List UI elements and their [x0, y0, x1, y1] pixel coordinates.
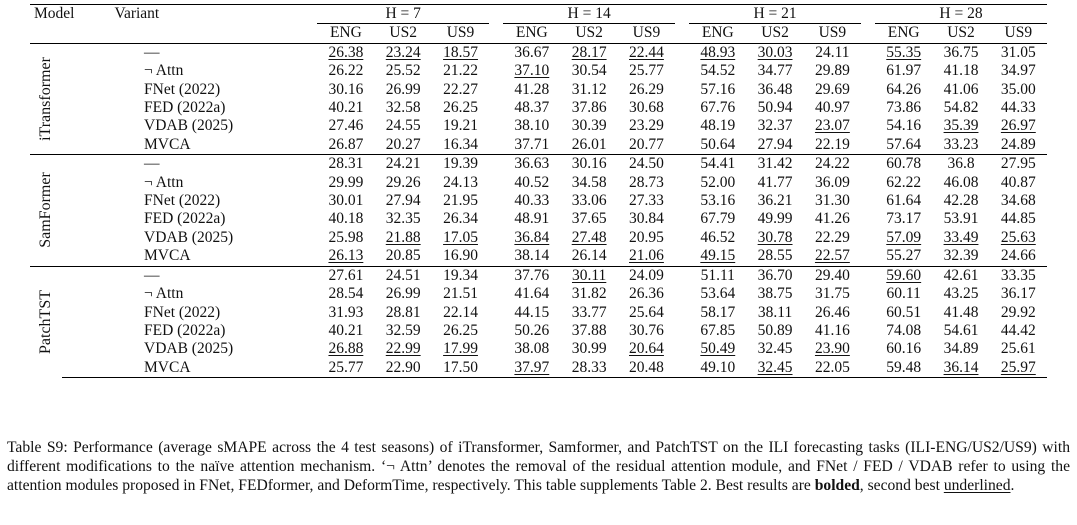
table-cell: 53.91: [943, 210, 979, 228]
table-cell: 64.26: [886, 80, 922, 98]
table-cell: 36.48: [757, 80, 793, 98]
table-cell: 26.22: [328, 62, 364, 80]
table-cell: 32.35: [385, 210, 421, 228]
table-cell: 29.89: [814, 62, 850, 80]
model-name-cell: [30, 266, 62, 377]
table-cell: 35.39: [943, 117, 979, 135]
table-cell: 22.29: [814, 228, 850, 246]
table-cell: 30.39: [571, 117, 607, 135]
header-h7: H = 7: [317, 5, 489, 24]
model-name: SamFormer: [36, 172, 54, 249]
table-cell: 22.99: [385, 340, 421, 358]
table-cell: 17.50: [432, 359, 489, 378]
table-row: [30, 266, 1047, 285]
variant-name: MVCA: [144, 247, 191, 265]
table-row: [30, 247, 1047, 266]
table-cell: 51.11: [689, 266, 746, 285]
table-cell: 44.15: [514, 303, 550, 321]
table-cell: 24.55: [385, 117, 421, 135]
table-cell: 48.93: [689, 43, 746, 62]
table-cell: 50.89: [757, 321, 793, 339]
table-cell: 60.78: [875, 155, 932, 174]
table-cell: 27.95: [990, 155, 1047, 174]
model-name: PatchTST: [36, 290, 54, 355]
header-model-variant-cell: [30, 5, 317, 44]
table-cell: 40.21: [328, 99, 364, 117]
table-cell: 34.77: [757, 62, 793, 80]
table-cell: 31.30: [814, 192, 850, 210]
table-cell: 21.22: [443, 62, 478, 80]
table-cell: 32.59: [385, 321, 421, 339]
table-row: [30, 117, 1047, 135]
table-cell: 25.63: [1000, 228, 1036, 246]
caption-underline-word: underlined: [943, 477, 1011, 495]
table-row: [30, 136, 1047, 155]
table-cell: 52.00: [700, 173, 736, 191]
variant-name: FNet (2022): [144, 192, 221, 210]
table-cell: 46.52: [700, 228, 736, 246]
table-cell: 41.26: [814, 210, 850, 228]
table-cell: 33.77: [571, 303, 607, 321]
table-cell: 25.52: [385, 62, 421, 80]
caption-text-between: , second best: [859, 477, 944, 495]
header-col-eng: ENG: [329, 24, 362, 42]
table-cell: 37.88: [571, 321, 607, 339]
table-cell: 19.21: [443, 117, 478, 135]
table-cell: 34.89: [943, 340, 979, 358]
table-cell: 24.89: [1000, 135, 1036, 153]
table-cell: 49.10: [689, 359, 746, 378]
table-cell: 17.05: [443, 228, 478, 246]
table-row: [30, 155, 1047, 174]
table-cell: 31.12: [571, 80, 607, 98]
table-row: [30, 81, 1047, 99]
variant-name: —: [62, 155, 317, 174]
table-cell: 28.17: [560, 43, 617, 62]
table-cell: 73.86: [886, 99, 922, 117]
table-cell: 28.81: [385, 303, 421, 321]
table-cell: 27.94: [757, 135, 793, 153]
table-cell: 31.82: [571, 285, 607, 303]
table-cell: 38.14: [514, 247, 550, 265]
variant-name: ¬ Attn: [144, 62, 184, 80]
table-cell: 30.84: [629, 210, 664, 228]
caption-label: Table S9:: [7, 439, 68, 456]
table-cell: 26.01: [571, 135, 607, 153]
table-cell: 26.34: [443, 210, 478, 228]
table-cell: 36.17: [1000, 285, 1036, 303]
table-cell: 26.88: [328, 340, 364, 358]
table-cell: 30.99: [571, 340, 607, 358]
table-cell: 36.63: [503, 155, 560, 174]
table-cell: 41.06: [943, 80, 979, 98]
header-col-us9: US9: [632, 24, 661, 42]
variant-name: ¬ Attn: [144, 285, 184, 303]
table-cell: 54.82: [943, 99, 979, 117]
table-cell: 37.71: [514, 135, 550, 153]
table-cell: 37.76: [503, 266, 560, 285]
table-cell: 36.8: [932, 155, 989, 174]
variant-name: ¬ Attn: [144, 173, 184, 191]
table-cell: 22.14: [443, 303, 478, 321]
table-cell: 38.11: [757, 303, 793, 321]
table-cell: 67.79: [700, 210, 736, 228]
table-cell: 21.06: [629, 247, 664, 265]
table-cell: 29.26: [385, 173, 421, 191]
table-cell: 34.68: [1000, 192, 1036, 210]
table-cell: 24.13: [443, 173, 478, 191]
table-cell: 32.45: [746, 359, 803, 378]
table-cell: 16.34: [443, 135, 478, 153]
variant-name: FED (2022a): [144, 321, 226, 339]
table-cell: 37.65: [571, 210, 607, 228]
table-cell: 54.16: [886, 117, 922, 135]
table-cell: 22.90: [375, 359, 432, 378]
table-cell: 60.11: [886, 285, 921, 303]
table-cell: 44.33: [1000, 99, 1036, 117]
table-row: [30, 174, 1047, 192]
table-cell: 28.54: [328, 285, 364, 303]
table-cell: 30.01: [328, 192, 364, 210]
table-cell: 27.33: [629, 192, 664, 210]
table-cell: 36.70: [746, 266, 803, 285]
table-cell: 61.97: [886, 62, 922, 80]
table-cell: 31.75: [814, 285, 850, 303]
table-row: [30, 322, 1047, 340]
table-cell: 60.51: [886, 303, 922, 321]
table-cell: 50.26: [514, 321, 550, 339]
table-cell: 37.10: [514, 62, 550, 80]
variant-name: VDAB (2025): [144, 228, 234, 246]
table-cell: 27.46: [328, 117, 364, 135]
table-cell: 21.95: [443, 192, 478, 210]
variant-name: MVCA: [62, 359, 317, 378]
table-cell: 22.05: [804, 359, 861, 378]
table-cell: 27.61: [317, 266, 374, 285]
header-h28: H = 28: [875, 5, 1047, 24]
table-cell: 26.13: [328, 247, 364, 265]
table-cell: 57.09: [886, 228, 922, 246]
table-cell: 20.48: [618, 359, 675, 378]
table-cell: 22.27: [443, 80, 478, 98]
table-cell: 50.49: [700, 340, 736, 358]
results-table: [30, 4, 1047, 378]
table-cell: 30.68: [629, 99, 664, 117]
table-cell: 34.58: [571, 173, 607, 191]
table-cell: 73.17: [886, 210, 922, 228]
variant-name: VDAB (2025): [144, 340, 234, 358]
model-name-cell: [30, 43, 62, 154]
table-cell: 42.28: [943, 192, 979, 210]
table-cell: 20.85: [385, 247, 421, 265]
table-cell: 36.21: [757, 192, 793, 210]
table-cell: 28.31: [317, 155, 374, 174]
table-cell: 34.97: [1000, 62, 1036, 80]
table-cell: 24.09: [618, 266, 675, 285]
table-cell: 32.39: [943, 247, 979, 265]
table-cell: 32.58: [385, 99, 421, 117]
table-cell: 17.99: [443, 340, 478, 358]
table-cell: 40.97: [814, 99, 850, 117]
table-row: [30, 43, 1047, 62]
table-cell: 18.57: [432, 43, 489, 62]
header-col-us2: US2: [389, 24, 417, 42]
variant-name: MVCA: [144, 135, 191, 153]
variant-name: FNet (2022): [144, 80, 221, 98]
table-cell: 57.16: [700, 80, 736, 98]
table-cell: 20.64: [629, 340, 664, 358]
table-cell: 26.38: [317, 43, 374, 62]
table-cell: 41.18: [943, 62, 979, 80]
table-cell: 26.87: [328, 135, 364, 153]
table-cell: 33.35: [990, 266, 1047, 285]
table-cell: 36.67: [503, 43, 560, 62]
table-cell: 40.33: [514, 192, 550, 210]
table-cell: 49.15: [700, 247, 736, 265]
table-cell: 28.33: [560, 359, 617, 378]
table-cell: 41.48: [943, 303, 979, 321]
table-cell: 25.64: [629, 303, 664, 321]
table-cell: 53.64: [700, 285, 736, 303]
table-cell: 25.61: [1000, 340, 1036, 358]
header-h21: H = 21: [689, 5, 861, 24]
table-cell: 48.91: [514, 210, 550, 228]
variant-name: —: [62, 43, 317, 62]
header-col-us2: US2: [947, 24, 975, 42]
header-col-us9: US9: [818, 24, 847, 42]
header-model: Model: [34, 5, 75, 22]
table-cell: 32.45: [757, 340, 793, 358]
table-cell: 43.25: [943, 285, 979, 303]
table-cell: 24.66: [1000, 247, 1036, 265]
table-row: [30, 210, 1047, 228]
table-cell: 53.16: [700, 192, 736, 210]
table-cell: 19.34: [432, 266, 489, 285]
table-cell: 37.97: [503, 359, 560, 378]
header-col-us9: US9: [1004, 24, 1033, 42]
table-cell: 30.03: [746, 43, 803, 62]
table-cell: 27.48: [571, 228, 607, 246]
table-cell: 22.44: [618, 43, 675, 62]
table-cell: 61.64: [886, 192, 922, 210]
table-cell: 55.27: [886, 247, 922, 265]
table-cell: 24.50: [618, 155, 675, 174]
table-cell: 67.85: [700, 321, 736, 339]
table-cell: 25.97: [990, 359, 1047, 378]
table-cell: 30.76: [629, 321, 664, 339]
header-col-eng: ENG: [515, 24, 548, 42]
table-cell: 26.25: [443, 321, 478, 339]
table-body: [30, 43, 1047, 377]
table-cell: 48.37: [514, 99, 550, 117]
table-cell: 26.97: [1000, 117, 1036, 135]
table-cell: 41.64: [514, 285, 550, 303]
table-row: [30, 359, 1047, 378]
table-cell: 40.18: [328, 210, 364, 228]
variant-name: FNet (2022): [144, 303, 221, 321]
table-cell: 26.29: [629, 80, 664, 98]
variant-name: —: [62, 266, 317, 285]
table-cell: 58.17: [700, 303, 736, 321]
table-cell: 28.73: [629, 173, 664, 191]
header-row-horizons: [30, 5, 1047, 24]
table-cell: 54.61: [943, 321, 979, 339]
table-cell: 22.19: [814, 135, 850, 153]
model-name: iTransformer: [36, 57, 54, 141]
caption-text-end: .: [1010, 477, 1015, 495]
table-cell: 54.41: [689, 155, 746, 174]
table-cell: 20.27: [385, 135, 421, 153]
table-cell: 50.64: [700, 135, 736, 153]
table-cell: 25.77: [629, 62, 664, 80]
header-col-eng: ENG: [887, 24, 920, 42]
header-col-us2: US2: [575, 24, 603, 42]
table-cell: 54.52: [700, 62, 736, 80]
table-row: [30, 340, 1047, 358]
table-cell: 55.35: [875, 43, 932, 62]
table-cell: 25.77: [317, 359, 374, 378]
variant-name: VDAB (2025): [144, 117, 234, 135]
table-cell: 31.93: [328, 303, 364, 321]
table-cell: 44.85: [1000, 210, 1036, 228]
table-cell: 20.95: [629, 228, 664, 246]
table-cell: 30.11: [560, 266, 617, 285]
table-cell: 38.75: [757, 285, 793, 303]
table-cell: 59.48: [875, 359, 932, 378]
table-cell: 40.87: [1000, 173, 1036, 191]
table-cell: 33.49: [943, 228, 979, 246]
table-cell: 26.99: [385, 80, 421, 98]
table-cell: 37.86: [571, 99, 607, 117]
table-cell: 31.05: [990, 43, 1047, 62]
table-cell: 24.21: [375, 155, 432, 174]
header-col-us9: US9: [446, 24, 475, 42]
table-cell: 30.16: [560, 155, 617, 174]
table-caption: [7, 438, 1070, 496]
header-variant: Variant: [114, 5, 160, 22]
table-cell: 23.29: [629, 117, 664, 135]
table-cell: 41.28: [514, 80, 550, 98]
table-cell: 26.46: [814, 303, 850, 321]
table-cell: 19.39: [432, 155, 489, 174]
table-cell: 22.57: [814, 247, 850, 265]
table-row: [30, 304, 1047, 322]
table-cell: 30.54: [571, 62, 607, 80]
table-cell: 50.94: [757, 99, 793, 117]
table-cell: 67.76: [700, 99, 736, 117]
table-cell: 26.36: [629, 285, 664, 303]
table-cell: 30.78: [757, 228, 793, 246]
table-cell: 46.08: [943, 173, 979, 191]
table-cell: 20.77: [629, 135, 664, 153]
table-cell: 23.07: [814, 117, 850, 135]
table-cell: 59.60: [875, 266, 932, 285]
table-cell: 32.37: [757, 117, 793, 135]
table-cell: 23.24: [375, 43, 432, 62]
table-cell: 41.16: [814, 321, 850, 339]
table-cell: 28.55: [757, 247, 793, 265]
table-cell: 40.52: [514, 173, 550, 191]
table-cell: 21.51: [443, 285, 478, 303]
variant-name: FED (2022a): [144, 99, 226, 117]
table-cell: 44.42: [1000, 321, 1036, 339]
table-cell: 74.08: [886, 321, 922, 339]
caption-bold-word: bolded: [814, 477, 860, 495]
table-cell: 29.40: [804, 266, 861, 285]
table-cell: 36.75: [932, 43, 989, 62]
table-cell: 26.99: [385, 285, 421, 303]
table-cell: 36.09: [814, 173, 850, 191]
table-row: [30, 192, 1047, 210]
table-cell: 31.42: [746, 155, 803, 174]
table-row: [30, 229, 1047, 247]
table-cell: 29.99: [328, 173, 364, 191]
table-cell: 36.14: [932, 359, 989, 378]
table-cell: 27.94: [385, 192, 421, 210]
table-cell: 36.84: [514, 228, 550, 246]
table-cell: 38.10: [514, 117, 550, 135]
table-cell: 41.77: [757, 173, 793, 191]
table-row: [30, 285, 1047, 303]
table-cell: 26.14: [571, 247, 607, 265]
table-cell: 29.92: [1000, 303, 1036, 321]
table-cell: 24.22: [804, 155, 861, 174]
table-cell: 24.11: [804, 43, 861, 62]
table-cell: 49.99: [757, 210, 793, 228]
table-cell: 38.08: [514, 340, 550, 358]
table-cell: 30.16: [328, 80, 364, 98]
table-cell: 24.51: [375, 266, 432, 285]
table-cell: 57.64: [886, 135, 922, 153]
table-cell: 33.23: [943, 135, 979, 153]
table-cell: 35.00: [1000, 80, 1036, 98]
table-cell: 62.22: [886, 173, 922, 191]
caption-text: Performance (average sMAPE across the 4 test seasons) of iTransformer, Samformer, and PatchTST on the ILI forecasting tasks (ILI-ENG/US2/US9) with different modifications to the naïve attention mechanism. ‘¬ Attn’ denotes the removal of the residual attention module, and FNet / FED / VDAB refer to using the attention modules proposed in FNet, FEDformer, and DeformTime, respectively. This table supplements Table 2. Best results are: [7, 439, 1070, 495]
table-cell: 21.88: [385, 228, 421, 246]
table-cell: 26.25: [443, 99, 478, 117]
table-cell: 25.98: [328, 228, 364, 246]
table-cell: 42.61: [932, 266, 989, 285]
table-cell: 48.19: [700, 117, 736, 135]
variant-name: FED (2022a): [144, 210, 226, 228]
table-cell: 29.69: [814, 80, 850, 98]
header-col-us2: US2: [761, 24, 789, 42]
table-cell: 23.90: [814, 340, 850, 358]
table-row: [30, 99, 1047, 117]
table-row: [30, 62, 1047, 80]
table-cell: 16.90: [443, 247, 478, 265]
table-cell: 60.16: [886, 340, 922, 358]
model-name-cell: [30, 155, 62, 266]
table-cell: 40.21: [328, 321, 364, 339]
header-col-eng: ENG: [701, 24, 734, 42]
table-cell: 33.06: [571, 192, 607, 210]
header-h14: H = 14: [503, 5, 675, 24]
